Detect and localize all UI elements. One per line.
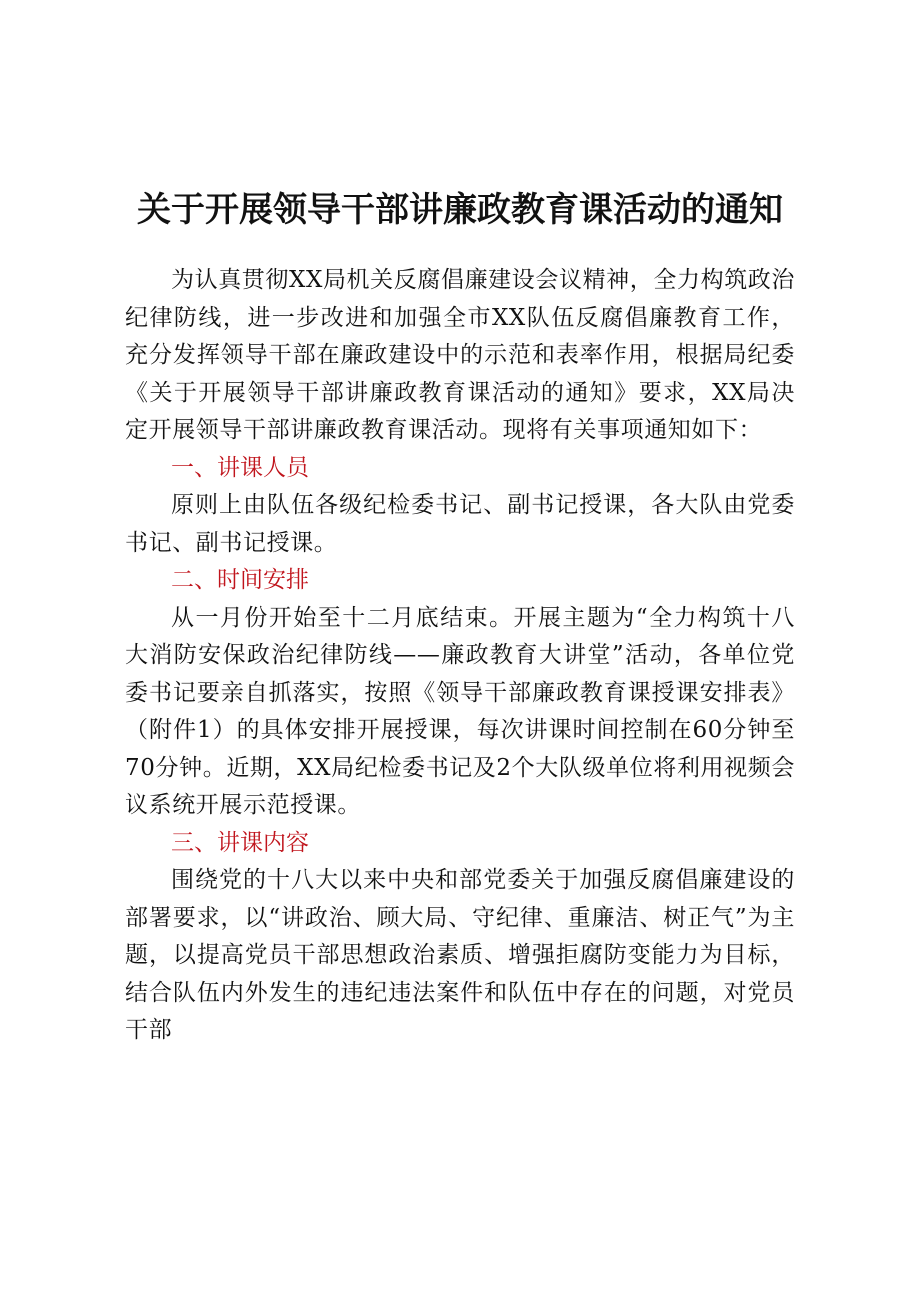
section-text-content: 围绕党的十八大以来中央和部党委关于加强反腐倡廉建设的部署要求，以“讲政治、顾大局、守纪律、重廉洁、树正气”为主题，以提高党员干部思想政治素质、增强拒腐防变能力为目标，结合队伍内外发生的违纪违法案件和队伍中存在的问题，对党员干部: [125, 867, 795, 1043]
section-text-speakers: 原则上由队伍各级纪检委书记、副书记授课，各大队由党委书记、副书记授课。: [125, 492, 795, 556]
section-text-schedule: 从一月份开始至十二月底结束。开展主题为“全力构筑十八大消防安保政治纪律防线——廉政教育大讲堂”活动，各单位党委书记要亲自抓落实，按照《领导干部廉政教育课授课安排表》（附件1）的具体安排开展授课，每次讲课时间控制在60分钟至70分钟。近期，XX局纪检委书记及2个大队级单位将利用视频会议系统开展示范授课。: [125, 604, 795, 818]
section-heading-content: 三、讲课内容: [171, 829, 309, 856]
section-heading-schedule: 二、时间安排: [171, 567, 309, 593]
document-title: 关于开展领导干部讲廉政教育课活动的通知: [137, 190, 783, 230]
intro-paragraph: 为认真贯彻XX局机关反腐倡廉建设会议精神，全力构筑政治纪律防线，进一步改进和加强全市XX队伍反腐倡廉教育工作，充分发挥领导干部在廉政建设中的示范和表率作用，根据局纪委《关于开展领导干部讲廉政教育课活动的通知》要求，XX局决定开展领导干部讲廉政教育课活动。现将有关事项通知如下：: [125, 267, 795, 443]
document-body: [125, 262, 795, 1050]
section-heading-speakers: 一、讲课人员: [171, 454, 309, 481]
